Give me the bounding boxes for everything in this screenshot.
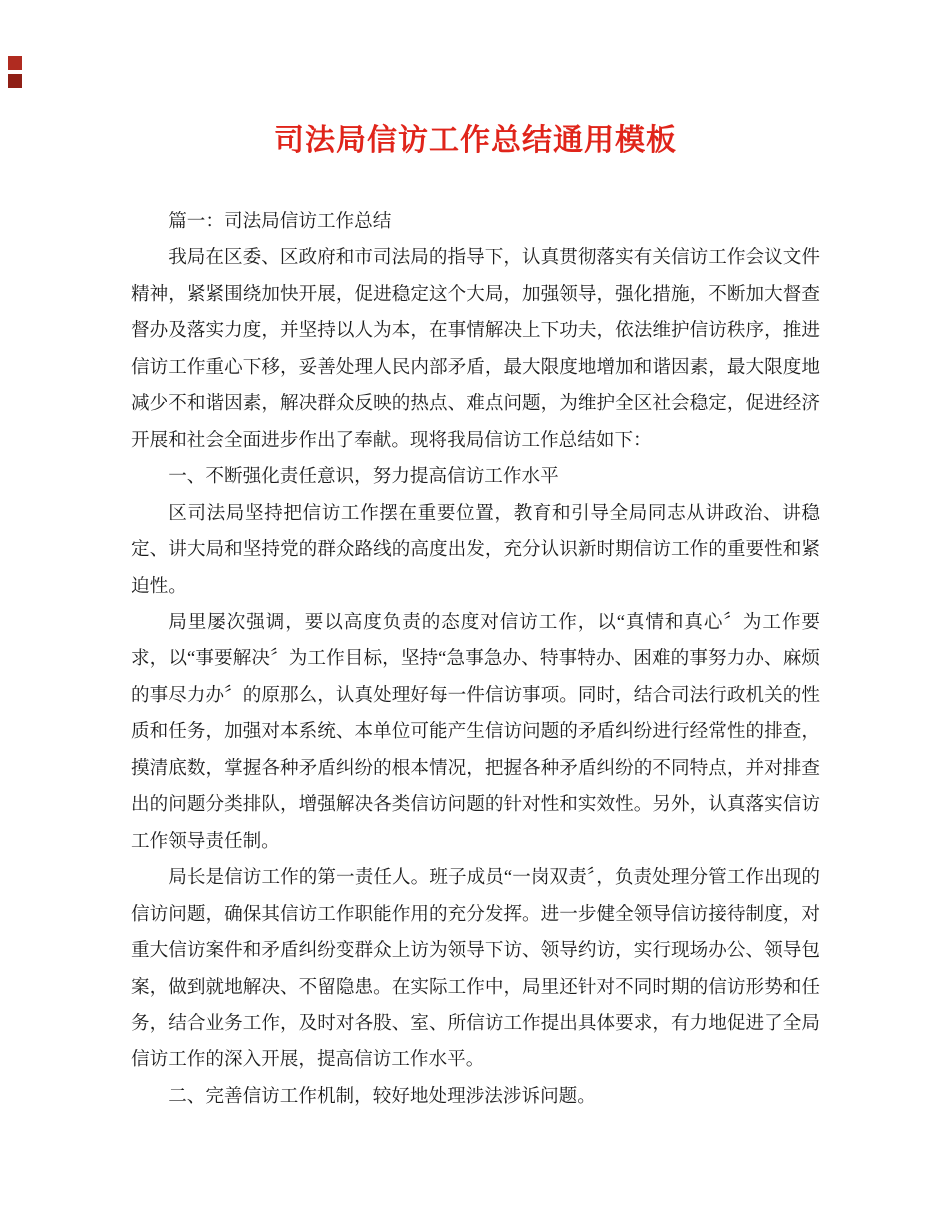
document-body xyxy=(131,204,820,1115)
paragraph: 我局在区委、区政府和市司法局的指导下，认真贯彻落实有关信访工作会议文件精神，紧紧围绕加快开展，促进稳定这个大局，加强领导，强化措施，不断加大督查督办及落实力度，并坚持以人为本，在事情解决上下功夫，依法维护信访秩序，推进信访工作重心下移，妥善处理人民内部矛盾，最大限度地增加和谐因素，最大限度地减少不和谐因素，解决群众反映的热点、难点问题，为维护全区社会稳定，促进经济开展和社会全面进步作出了奉献。现将我局信访工作总结如下： xyxy=(131,247,820,451)
paragraph: 局长是信访工作的第一责任人。班子成员“一岗双责〞，负责处理分管工作出现的信访问题，确保其信访工作职能作用的充分发挥。进一步健全领导信访接待制度，对重大信访案件和矛盾纠纷变群众上访为领导下访、领导约访，实行现场办公、领导包案，做到就地解决、不留隐患。在实际工作中，局里还针对不同时期的信访形势和任务，结合业务工作，及时对各股、室、所信访工作提出具体要求，有力地促进了全局信访工作的深入开展，提高信访工作水平。 xyxy=(131,867,820,1071)
corner-decor xyxy=(8,56,22,92)
red-square-decor-top xyxy=(8,56,22,70)
document-content xyxy=(131,121,820,1115)
paragraph-heading: 二、完善信访工作机制，较好地处理涉法涉诉问题。 xyxy=(168,1085,596,1107)
paragraph: 局里屡次强调，要以高度负责的态度对信访工作，以“真情和真心〞为工作要求，以“事要解决〞为工作目标，坚持“急事急办、特事特办、困难的事努力办、麻烦的事尽力办〞的原那么，认真处理好每一件信访事项。同时，结合司法行政机关的性质和任务，加强对本系统、本单位可能产生信访问题的矛盾纠纷进行经常性的排查，摸清底数，掌握各种矛盾纠纷的根本情况，把握各种矛盾纠纷的不同特点，并对排查出的问题分类排队，增强解决各类信访问题的针对性和实效性。另外，认真落实信访工作领导责任制。 xyxy=(131,611,820,852)
paragraph-heading: 篇一：司法局信访工作总结 xyxy=(168,211,392,232)
paragraph: 区司法局坚持把信访工作摆在重要位置，教育和引导全局同志从讲政治、讲稳定、讲大局和坚持党的群众路线的高度出发，充分认识新时期信访工作的重要性和紧迫性。 xyxy=(131,502,820,597)
paragraph-heading: 一、不断强化责任意识，努力提高信访工作水平 xyxy=(168,466,559,488)
red-square-decor-bottom xyxy=(8,74,22,88)
page-title: 司法局信访工作总结通用模板 xyxy=(274,124,677,157)
